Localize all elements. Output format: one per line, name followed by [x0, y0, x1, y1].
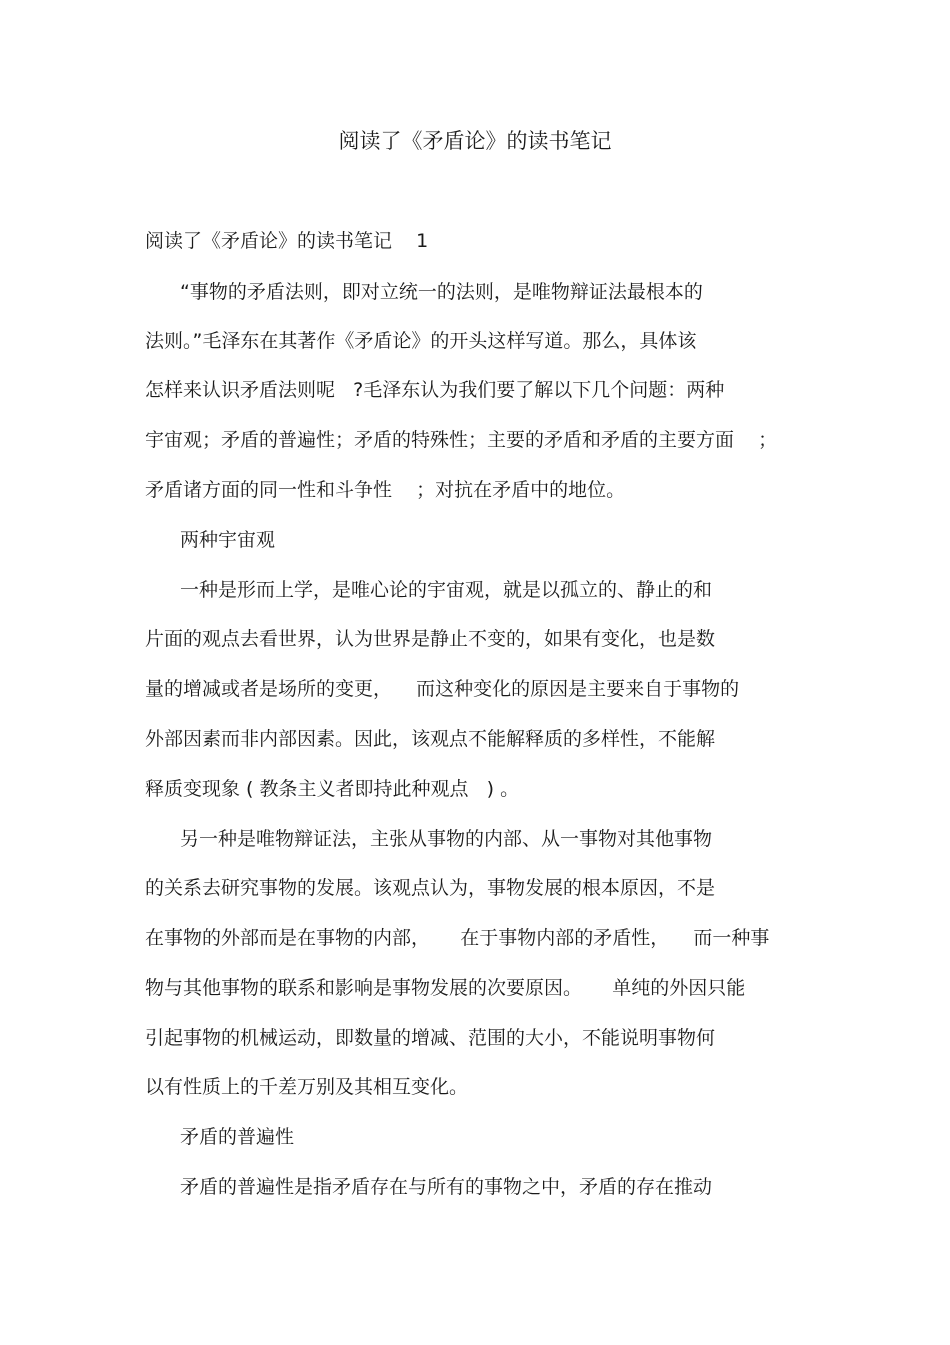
paragraph-line: 在事物的外部而是在事物的内部， 在于事物内部的矛盾性， 而一种事 — [145, 927, 770, 949]
paragraph-line: 引起事物的机械运动，即数量的增减、范围的大小，不能说明事物何 — [145, 1027, 716, 1049]
paragraph-line: 怎样来认识矛盾法则呢 ?毛泽东认为我们要了解以下几个问题：两种 — [145, 379, 725, 401]
paragraph-line: 矛盾诸方面的同一性和斗争性 ；对抗在矛盾中的地位。 — [145, 479, 626, 501]
paragraph-line: 量的增减或者是场所的变更， 而这种变化的原因是主要来自于事物的 — [145, 678, 740, 700]
section-heading: 阅读了《矛盾论》的读书笔记 1 — [145, 230, 429, 252]
subsection-heading: 两种宇宙观 — [180, 529, 276, 551]
paragraph-line: 法则。”毛泽东在其著作《矛盾论》的开头这样写道。那么，具体该 — [145, 330, 697, 352]
paragraph-line: “事物的矛盾法则，即对立统一的法则，是唯物辩证法最根本的 — [180, 281, 703, 303]
paragraph-line: 外部因素而非内部因素。因此，该观点不能解释质的多样性，不能解 — [145, 728, 716, 750]
paragraph-line: 另一种是唯物辩证法，主张从事物的内部、从一事物对其他事物 — [180, 828, 713, 850]
paragraph-line: 一种是形而上学，是唯心论的宇宙观，就是以孤立的、静止的和 — [180, 579, 713, 601]
paragraph-line: 宇宙观；矛盾的普遍性；矛盾的特殊性；主要的矛盾和矛盾的主要方面 ； — [145, 429, 778, 451]
paragraph-line: 物与其他事物的联系和影响是事物发展的次要原因。 单纯的外因只能 — [145, 977, 746, 999]
paragraph-line: 释质变现象 ( 教条主义者即持此种观点 ) 。 — [145, 778, 520, 800]
paragraph-line: 矛盾的普遍性是指矛盾存在与所有的事物之中，矛盾的存在推动 — [180, 1176, 713, 1198]
paragraph-line: 的关系去研究事物的发展。该观点认为，事物发展的根本原因，不是 — [145, 877, 716, 899]
paragraph-line: 片面的观点去看世界，认为世界是静止不变的，如果有变化，也是数 — [145, 628, 716, 650]
subsection-heading: 矛盾的普遍性 — [180, 1126, 295, 1148]
paragraph-line: 以有性质上的千差万别及其相互变化。 — [145, 1076, 469, 1098]
document-title: 阅读了《矛盾论》的读书笔记 — [338, 129, 612, 153]
